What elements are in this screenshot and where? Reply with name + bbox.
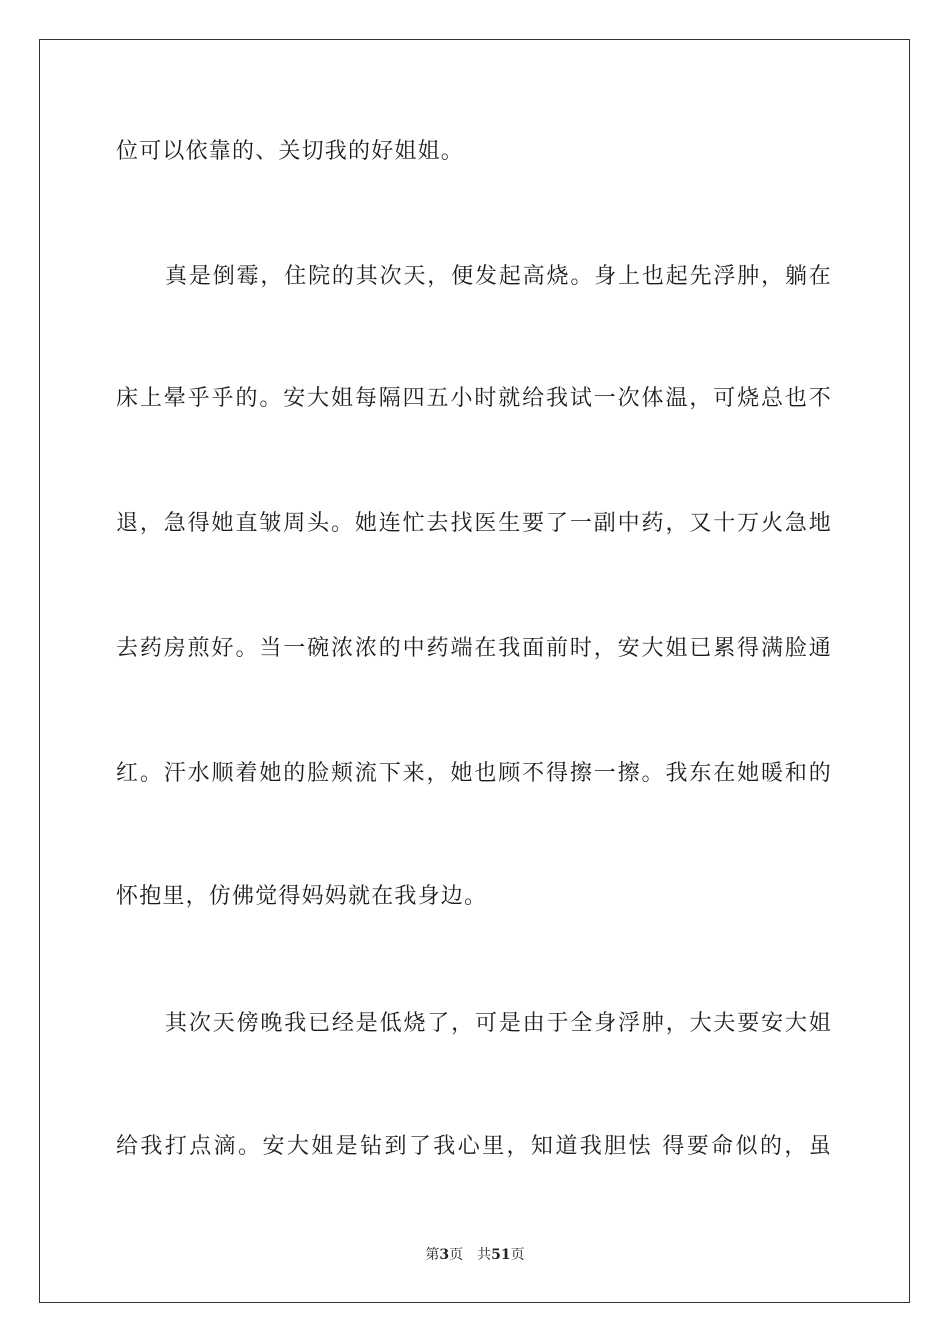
text-line: 红。汗水顺着她的脸颊流下来，她也顾不得擦一擦。我东在她暖和的: [116, 761, 832, 786]
text-line: 去药房煎好。当一碗浓浓的中药端在我面前时，安大姐已累得满脸通: [116, 636, 832, 661]
page-border: [39, 39, 910, 1303]
text-line: 怀抱里，仿佛觉得妈妈就在我身边。: [116, 884, 488, 909]
total-pages: 51: [491, 1247, 511, 1263]
total-suffix: 页: [510, 1247, 525, 1263]
text-line: 退，急得她直皱周头。她连忙去找医生要了一副中药，又十万火急地: [116, 511, 832, 536]
text-line: 给我打点滴。安大姐是钻到了我心里，知道我胆怯 得要命似的，虽: [116, 1134, 832, 1159]
page-footer: [0, 1246, 950, 1264]
total-prefix: 共: [477, 1247, 492, 1263]
text-line: 位可以依靠的、关切我的好姐姐。: [116, 139, 465, 164]
page-number: 3: [439, 1247, 450, 1263]
paragraph-first-line: 其次天傍晚我已经是低烧了，可是由于全身浮肿，大夫要安大姐: [165, 1011, 832, 1036]
page-prefix: 第: [425, 1247, 440, 1263]
paragraph-first-line: 真是倒霉，住院的其次天，便发起高烧。身上也起先浮肿，躺在: [165, 264, 832, 289]
text-line: 床上晕乎乎的。安大姐每隔四五小时就给我试一次体温，可烧总也不: [116, 386, 832, 411]
page-suffix: 页: [449, 1247, 464, 1263]
